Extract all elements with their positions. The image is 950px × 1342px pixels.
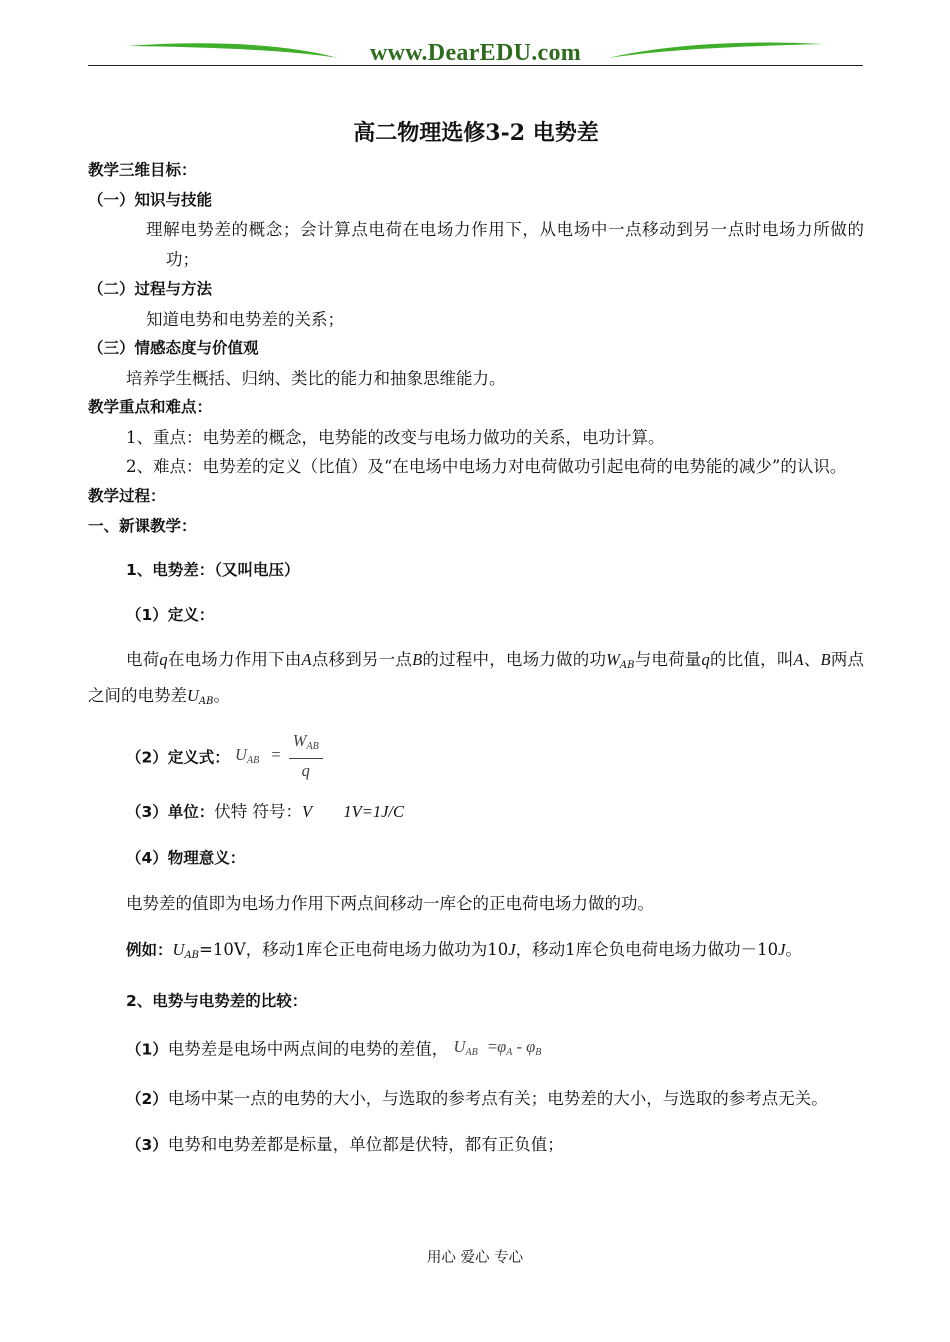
comparison-formula: $U_{AB} =\varphi_A - \varphi_B$ <box>453 1037 542 1058</box>
heading-physical-meaning: （4）物理意义： <box>126 848 246 867</box>
header-rule <box>88 65 863 66</box>
section-knowledge: （一）知识与技能 <box>88 190 213 209</box>
heading-potential-difference: 1、电势差：（又叫电压） <box>126 561 300 579</box>
section-process: （二）过程与方法 <box>88 280 213 298</box>
page-title: 高二物理选修3-2 电势差 <box>353 120 599 146</box>
page-header <box>88 34 863 70</box>
comparison-2: （2）电场中某一点的电势的大小，与选取的参考点有关；电势差的大小，与选取的参考点无关。 <box>126 1088 828 1108</box>
definition-formula: （2）定义式： $U_{AB}$ = $\frac{W_{AB}}{q}$ <box>88 729 864 781</box>
section-teaching-process: 教学过程： <box>88 487 166 505</box>
formula-fraction: $\frac{W_{AB}}{q}$ <box>289 730 323 783</box>
section-goals: 教学三维目标： <box>88 161 197 179</box>
heading-comparison: 2、电势与电势差的比较： <box>126 991 308 1010</box>
section-key-points: 教学重点和难点： <box>88 398 213 416</box>
process-text: 知道电势和电势差的关系； <box>146 309 344 329</box>
key-point-1: 1、重点：电势差的概念，电势能的改变与电场力做功的关系，电功计算。 <box>126 427 665 447</box>
key-point-2: 2、难点：电势差的定义（比值）及“在电场中电场力对电荷做功引起电荷的电势能的减少”的认识。 <box>126 457 847 476</box>
site-logo: www.DearEDU.com <box>369 40 582 66</box>
page-footer: 用心 爱心 专心 <box>426 1250 524 1266</box>
unit-line: （3）单位：伏特 符号：V 1V=1J/C <box>126 802 405 821</box>
example-text: 例如：$U_{AB}=10V$，移动1库仑正电荷电场力做功为10J，移动1库仑负电荷电场力做功－10J。 <box>126 939 802 961</box>
emotion-text: 培养学生概括、归纳、类比的能力和抽象思维能力。 <box>126 368 506 388</box>
section-new-lesson: 一、新课教学： <box>88 516 197 535</box>
comparison-1: （1）电势差是电场中两点间的电势的差值， $U_{AB} =\varphi_A - \varphi_B$ <box>88 1032 864 1068</box>
definition-text: 电荷q在电场力作用下由A点移到另一点B的过程中，电场力做的功$W_{AB}$与电荷量q的比值，叫A、B两点之间的电势差$U_{AB}$。 <box>88 650 865 707</box>
knowledge-text: 理解电势差的概念；会计算点电荷在电场力作用下，从电场中一点移动到另一点时电场力所做的功； <box>146 220 864 269</box>
comparison-3: （3）电势和电势差都是标量，单位都是伏特，都有正负值； <box>126 1134 564 1154</box>
document-body <box>88 118 864 1160</box>
section-emotion: （三）情感态度与价值观 <box>88 339 259 357</box>
heading-definition: （1）定义： <box>126 605 215 624</box>
formula-expression: $U_{AB}$ = $\frac{W_{AB}}{q}$ <box>235 729 323 787</box>
meaning-text: 电势差的值即为电场力作用下两点间移动一库仑的正电荷电场力做的功。 <box>126 894 654 913</box>
